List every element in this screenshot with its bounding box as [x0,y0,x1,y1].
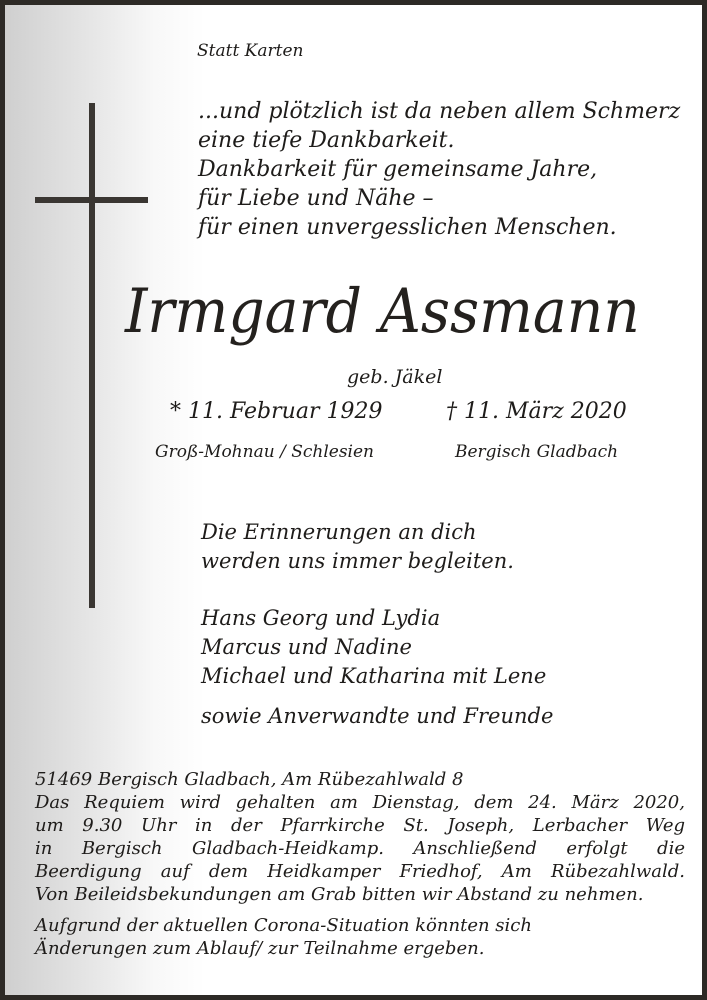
relatives-line: sowie Anverwandte und Freunde [201,704,554,728]
header-statt-karten: Statt Karten [197,41,304,61]
poem [198,97,680,242]
requiem-line: Beerdigung auf dem Heidkamper Friedhof, Am Rübezahlwald. [35,861,685,882]
family-members [201,604,546,691]
corona-note-line: Aufgrund der aktuellen Corona-Situation könnten sich [35,915,532,936]
footer-info [35,768,685,960]
maiden-name: geb. Jäkel [347,366,443,388]
poem-line: ...und plötzlich ist da neben allem Schmerz [198,99,681,124]
family-member: Hans Georg und Lydia [201,606,441,630]
poem-line: für einen unvergesslichen Menschen. [198,215,617,240]
poem-line: eine tiefe Dankbarkeit. [198,128,455,153]
deceased-name: Irmgard Assmann [125,276,640,347]
address: 51469 Bergisch Gladbach, Am Rübezahlwald 8 [35,769,464,790]
cross-icon-vertical-bar [89,103,95,608]
requiem-line: Das Requiem wird gehalten am Dienstag, dem 24. März 2020, [35,792,685,813]
requiem-line: um 9.30 Uhr in der Pfarrkirche St. Joseph, Lerbacher Weg [35,815,685,836]
requiem-line: Von Beileidsbekundungen am Grab bitten wir Abstand zu nehmen. [35,884,644,905]
death-date: † 11. März 2020 [446,399,627,424]
death-place: Bergisch Gladbach [455,442,619,462]
memory-line: Die Erinnerungen an dich [201,520,477,544]
family-member: Marcus und Nadine [201,635,412,659]
cross-icon-horizontal-bar [35,197,148,203]
poem-line: Dankbarkeit für gemeinsame Jahre, [198,157,598,182]
family-member: Michael und Katharina mit Lene [201,664,547,688]
birth-date: * 11. Februar 1929 [170,399,383,424]
memory-text [201,518,514,576]
memory-line: werden uns immer begleiten. [201,549,514,573]
birth-place: Groß-Mohnau / Schlesien [155,442,374,462]
poem-line: für Liebe und Nähe – [198,186,434,211]
requiem-line: in Bergisch Gladbach-Heidkamp. Anschließend erfolgt die [35,838,685,859]
corona-note-line: Änderungen zum Ablauf/ zur Teilnahme ergeben. [35,938,485,959]
